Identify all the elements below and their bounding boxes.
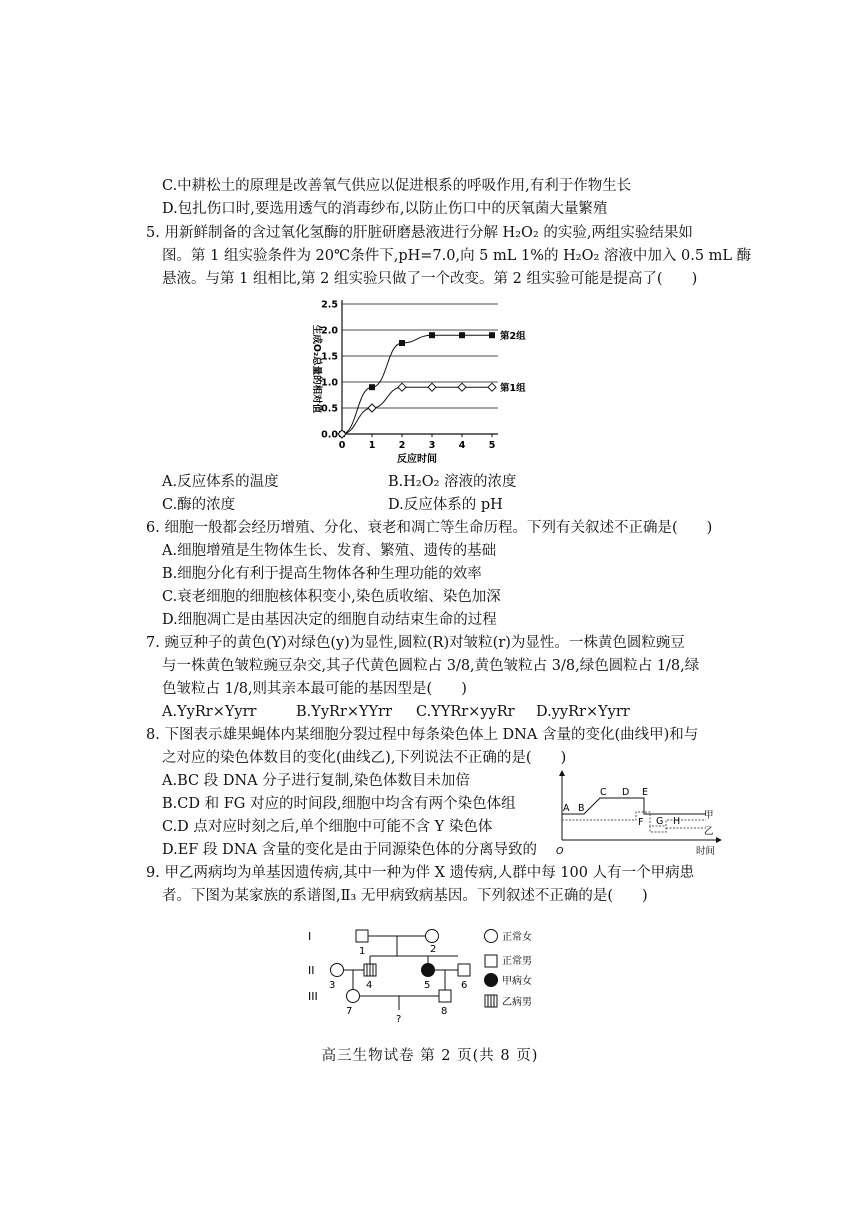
curve-jia-label: 甲 (704, 810, 714, 821)
q8-stem-line1: 8. 下图表示雄果蝇体内某细胞分裂过程中每条染色体上 DNA 含量的变化(曲线甲)和与 (146, 727, 699, 743)
individual-6: 6 (461, 980, 468, 991)
q7-option-b: B.YyRr×YYrr (296, 704, 393, 720)
individual-2: 2 (430, 944, 437, 955)
series-line-1 (342, 335, 492, 434)
q5-stem-line1: 5. 用新鲜制备的含过氧化氢酶的肝脏研磨悬液进行分解 H₂O₂ 的实验,两组实验结果如 (146, 225, 693, 241)
cell-division-graph (556, 768, 726, 856)
q6-stem: 6. 细胞一般都会经历增殖、分化、衰老和凋亡等生命历程。下列有关叙述不正确是( ) (146, 520, 713, 536)
series-label-1: 第2组 (500, 331, 526, 343)
y-tick-label: 2.0 (321, 325, 338, 337)
point-g: G (656, 816, 664, 827)
data-point (398, 383, 406, 391)
page-footer: 高三生物试卷 第 2 页(共 8 页) (321, 1048, 539, 1064)
x-tick-label: 0 (338, 440, 346, 451)
q8-option-b: B.CD 和 FG 对应的时间段,细胞中均含有两个染色体组 (162, 796, 516, 812)
x-tick-label: 5 (488, 440, 496, 451)
x-tick-label: 1 (368, 440, 376, 451)
point-h: H (673, 816, 681, 827)
data-point (429, 332, 435, 338)
data-point (458, 383, 466, 391)
q6-option-b: B.细胞分化有利于提高生物体各种生理功能的效率 (162, 566, 482, 582)
y-tick-label: 0.5 (321, 403, 338, 415)
gen-label-2: II (308, 964, 315, 977)
q8-option-d: D.EF 段 DNA 含量的变化是由于同源染色体的分离导致的 (162, 842, 537, 858)
x-tick-label: 3 (428, 440, 436, 451)
q4-option-c: C.中耕松土的原理是改善氧气供应以促进根系的呼吸作用,有利于作物生长 (162, 178, 632, 194)
data-point (369, 384, 375, 390)
series-line-2 (342, 387, 492, 434)
data-point (399, 340, 405, 346)
q5-stem-line2: 图。第 1 组实验条件为 20℃条件下,pH=7.0,向 5 mL 1%的 H₂O₂ 溶液中加入 0.5 mL 酶 (162, 248, 752, 264)
origin-label: O (556, 846, 564, 856)
x-tick-label: 4 (458, 440, 466, 451)
q5-option-a: A.反应体系的温度 (162, 474, 279, 490)
individual-7: 7 (346, 1006, 353, 1017)
q6-option-a: A.细胞增殖是生物体生长、发育、繁殖、遗传的基础 (162, 543, 497, 559)
time-axis-label: 时间 (696, 846, 716, 856)
y-tick-label: 2.5 (321, 299, 338, 311)
individual-5: 5 (424, 980, 431, 991)
q7-option-d: D.yyRr×Yyrr (536, 704, 630, 720)
series-label-2: 第1组 (500, 383, 526, 395)
individual-1: 1 (359, 946, 366, 957)
q8-stem-line2: 之对应的染色体数目的变化(曲线乙),下列说法不正确的是( ) (162, 750, 567, 766)
point-e: E (642, 787, 649, 798)
x-tick-label: 2 (398, 440, 406, 451)
individual-unknown: ? (396, 1014, 402, 1025)
point-d: D (622, 787, 630, 798)
y-tick-label: 1.0 (321, 377, 338, 389)
point-a: A (563, 803, 570, 814)
data-point (488, 383, 496, 391)
q7-option-c: C.YYRr×yyRr (416, 704, 515, 720)
y-axis-label: 生成O₂总量的相对值 (311, 324, 322, 414)
individual-4: 4 (366, 980, 373, 991)
legend-normal-female: 正常女 (502, 932, 532, 943)
q6-option-d: D.细胞凋亡是由基因决定的细胞自动结束生命的过程 (162, 612, 497, 628)
legend-yi-male: 乙病男 (502, 997, 532, 1008)
data-point (489, 332, 495, 338)
curve-yi-label: 乙 (704, 826, 714, 837)
q5-option-c: C.酶的浓度 (162, 497, 236, 513)
q5-option-b: B.H₂O₂ 溶液的浓度 (388, 474, 517, 490)
y-tick-label: 1.5 (321, 351, 338, 363)
q8-option-c: C.D 点对应时刻之后,单个细胞中可能不含 Y 染色体 (162, 819, 493, 835)
q4-option-d: D.包扎伤口时,要选用透气的消毒纱布,以防止伤口中的厌氧菌大量繁殖 (162, 201, 608, 217)
q7-option-a: A.YyRr×Yyrr (162, 704, 257, 720)
q8-option-a: A.BC 段 DNA 分子进行复制,染色体数目未加倍 (162, 773, 470, 789)
q7-stem-line1: 7. 豌豆种子的黄色(Y)对绿色(y)为显性,圆粒(R)对皱粒(r)为显性。一株黄色圆粒豌豆 (146, 635, 685, 651)
enzyme-reaction-chart (290, 296, 550, 471)
data-point (428, 383, 436, 391)
individual-3: 3 (329, 980, 336, 991)
q6-option-c: C.衰老细胞的细胞核体积变小,染色质收缩、染色加深 (162, 589, 501, 605)
point-c: C (600, 787, 607, 798)
individual-8: 8 (441, 1006, 448, 1017)
pedigree-chart (300, 922, 550, 1027)
legend-jia-female: 甲病女 (502, 976, 532, 987)
q7-stem-line3: 色皱粒占 1/8,则其亲本最可能的基因型是( ) (162, 681, 467, 697)
y-tick-label: 0.0 (321, 429, 338, 441)
gen-label-1: I (308, 930, 312, 943)
x-axis-label: 反应时间 (397, 454, 437, 465)
q5-stem-line3: 悬液。与第 1 组相比,第 2 组实验只做了一个改变。第 2 组实验可能是提高了( ) (162, 271, 698, 287)
legend-normal-male: 正常男 (502, 956, 532, 967)
point-b: B (578, 803, 585, 814)
q9-stem-line1: 9. 甲乙两病均为单基因遗传病,其中一种为伴 X 遗传病,人群中每 100 人有一个甲病患 (146, 865, 695, 881)
q7-stem-line2: 与一株黄色皱粒豌豆杂交,其子代黄色圆粒占 3/8,黄色皱粒占 3/8,绿色圆粒占 1/8,绿 (162, 658, 700, 674)
data-point (459, 332, 465, 338)
point-f: F (638, 817, 644, 828)
q9-stem-line2: 者。下图为某家族的系谱图,Ⅱ₃ 无甲病致病基因。下列叙述不正确的是( ) (162, 888, 648, 904)
q5-option-d: D.反应体系的 pH (388, 497, 503, 513)
gen-label-3: III (308, 990, 318, 1003)
data-point (368, 404, 376, 412)
